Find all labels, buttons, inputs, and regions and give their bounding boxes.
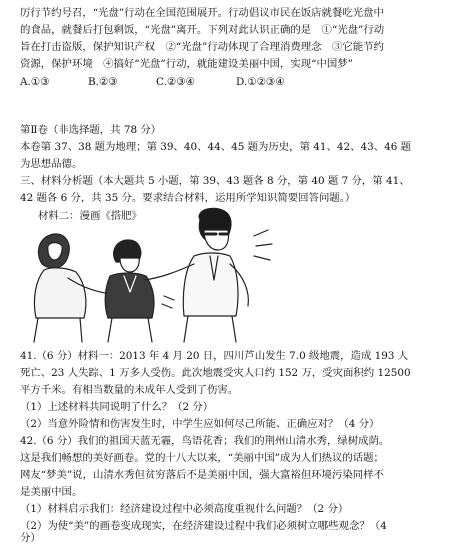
section-title: 第Ⅱ卷（非选择题，共 78 分） — [20, 124, 162, 136]
q41-subquestion: （1）上述材料共同说明了什么？（2 分） — [20, 401, 214, 413]
question-text-line: 厉行节约号召，“光盘”行动在全国范围展开。行动倡议市民在饭店就餐吃光盘中 — [20, 7, 384, 19]
q41-text-line: 41.（6 分）材料一：2013 年 4 月 20 日，四川芦山发生 7.0 级地震，造成 193 人 — [20, 350, 409, 362]
q41-subquestion: （2）当意外险情和伤害发生时，中学生应如何尽己所能、正确应对？（4 分） — [20, 418, 380, 430]
q41-text-line: 死亡、23 人失踪、1 万多人受伤。此次地震受灾人口约 152 万，受灾面积约 12500 — [20, 367, 411, 379]
q42-text-line: 是美丽中国。 — [20, 486, 83, 498]
q42-text-line: 这是我们畅想的美好画卷。党的十八大以来，“美丽中国”成为人们热议的话题； — [20, 452, 384, 464]
section-note-line: 本卷第 37、38 题为地理；第 39、40、44、45 题为历史，第 41、42、43、46 题 — [20, 141, 412, 153]
cartoon-illustration — [24, 206, 286, 344]
option-c: C.②③④ — [156, 76, 195, 88]
option-d: D.①②③④ — [236, 76, 285, 88]
q42-text-line: 42.（6 分）我们的祖国天蓝无霾，鸟语花香；我们的荆州山清水秀，绿树成荫。 — [20, 435, 390, 447]
section-note-line: 为思想品德。 — [20, 158, 83, 170]
option-b: B.②③ — [88, 76, 118, 88]
section-note-line: 42 题各 6 分，共 35 分。要求结合材料，运用所学知识简要回答问题。） — [20, 192, 356, 204]
section-note-line: 三、材料分析题（本大题共 5 小题，第 39、43 题各 8 分，第 40 题 7 分，第 41、 — [20, 175, 410, 187]
question-text-line: 资源，保护环境 ④搞好“光盘”行动，就能建设美丽中国，实现“中国梦” — [20, 58, 353, 70]
question-text-line: 的食品，就餐后打包剩饭，“光盘”离开。下列对此认识正确的是 ①“光盘”行动 — [20, 24, 385, 36]
q42-text-line: 网友“梦美”说，山清水秀但贫穷落后不是美丽中国，强大富裕但环境污染同样不 — [20, 469, 384, 481]
option-a: A.①③ — [20, 76, 50, 88]
question-text-line: 旨在打击盗版，保护知识产权 ②“光盘”行动体现了合理消费理念 ③它能节约 — [20, 41, 384, 53]
cartoon-caption: 材料二：漫画《搭肥》 — [38, 210, 142, 222]
q42-subquestion: （2）为使“美”的画卷变成现实，在经济建设过程中我们必须树立哪些观念？（4 — [20, 520, 387, 532]
q42-subquestion-tail: 分） — [20, 532, 41, 544]
q42-subquestion: （1）材料启示我们：经济建设过程中必须高度重视什么问题？（2 分） — [20, 503, 349, 515]
q41-text-line: 平方千米。有相当数量的未成年人受到了伤害。 — [20, 384, 239, 396]
